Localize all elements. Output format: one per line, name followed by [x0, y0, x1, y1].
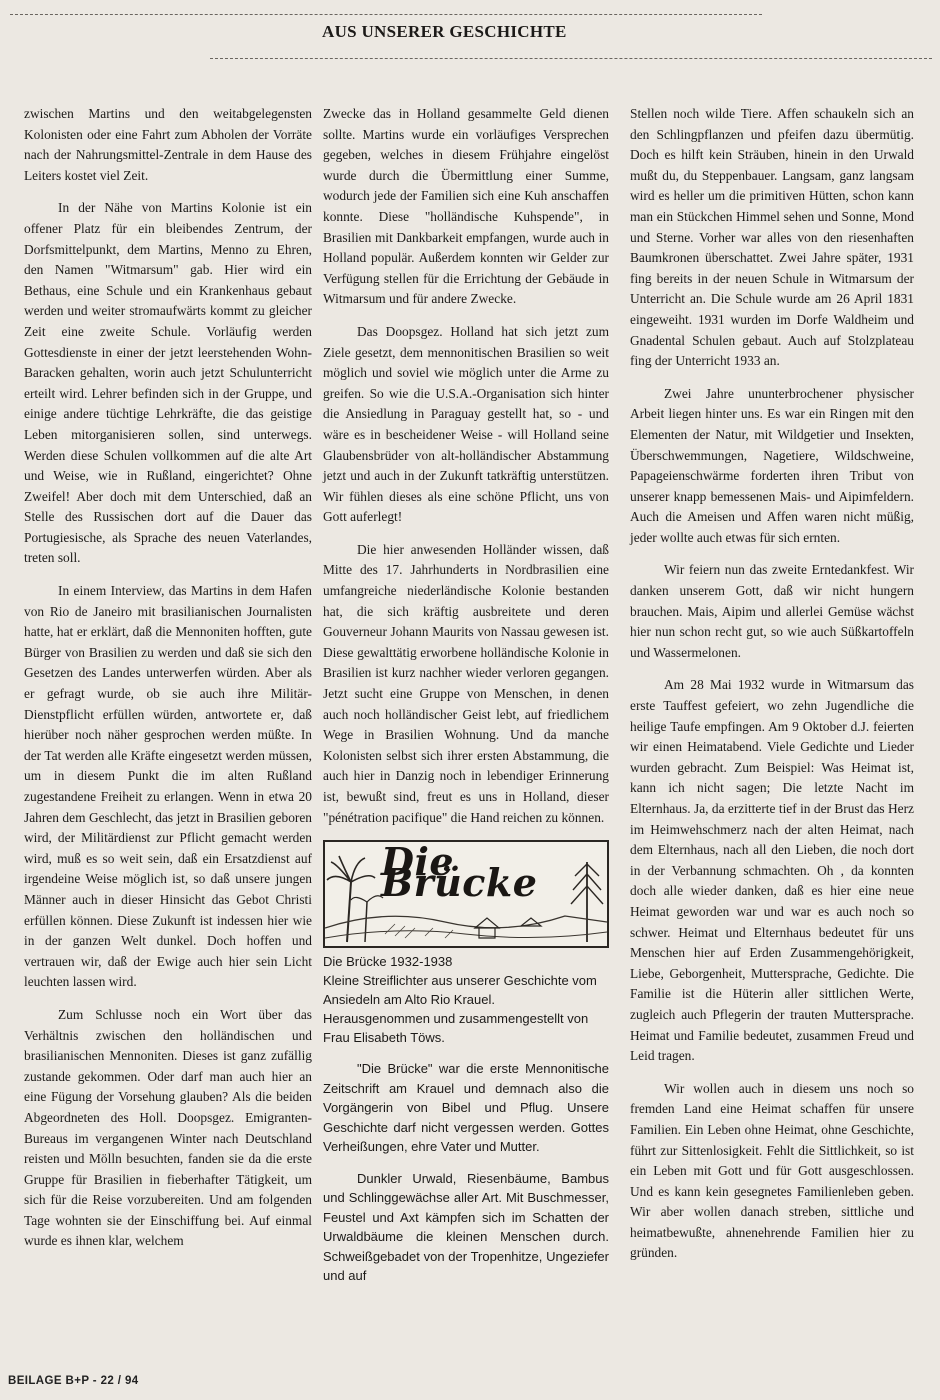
masthead-caption	[323, 952, 609, 1047]
paragraph: Zwei Jahre ununterbrochener physischer Arbeit liegen hinter uns. Es war ein Ringen mit den Elementen der Natur, mit Wildgetier und Insekten, Überschwemmungen, Nagetiere, Wildschweine, Papageienschwärme forderten ihren Tribut von unserer knapp bemessenen Mais- und Aipimfeldern. Auch die Ameisen und Affen waren nicht müßig, jeder wollte auch etwas für sich ernten.	[630, 385, 914, 545]
caption-line: Die Brücke 1932-1938	[323, 954, 453, 970]
paragraph: Am 28 Mai 1932 wurde in Witmarsum das erste Tauffest gefeiert, wo zehn Jugendliche die heilige Taufe empfingen. Am 9 Oktober d.J. feierten wir einen Heimatabend. Viele Gedichte und Lieder wurden gebracht. Zum Beispiel: Was Heimat ist, kann ich nicht sagen; Die letzte Nacht im Elternhaus. Ja, da erzitterte tief in der Brust das Herz im Heimwehschmerz nach der alten Heimat, nach dem Elternhaus, nach all den Lieben, die noch dort in der Verbannung schmachten. Oh , da konnten doch alle wieder danken, daß es hier eine neue Heimat geworden war und war es auch noch so schwer. Heimat und Elternhaus bedeutet für uns Menschen hier auf Erden Zusammengehörigkeit, Liebe, Geborgenheit, Muttersprache, Gedichte. Die Familie ist die Hüterin aller sittlichen Werte, zugleich auch Pflegerin der trauten Muttersprache. Heimat und Familie bedeutet, zusammen Freud und Leid tragen.	[630, 677, 914, 1064]
caption-line: Kleine Streiflichter aus unserer Geschichte vom Ansiedeln am Alto Rio Krauel.	[323, 973, 597, 1008]
top-dashed-rule	[10, 14, 762, 15]
paragraph: Wir feiern nun das zweite Erntedankfest. Wir danken unserem Gott, daß wir nicht hungern brauchen. Mais, Aipim und allerlei Gemüse wächst hier nun schon recht gut, so wie auch Süßkartoffeln und Wassermelonen.	[630, 562, 914, 660]
column-1	[24, 104, 312, 1264]
paragraph: Dunkler Urwald, Riesenbäume, Bambus und Schlinggewächse aller Art. Mit Buschmesser, Feustel und Axt kämpfen sich im Schatten der Urwaldbäume die kleinen Menschen durch. Schweißgebadet von der Tropenhitze, Ungeziefer und auf	[323, 1170, 609, 1284]
column-2	[323, 104, 609, 1298]
paragraph: In der Nähe von Martins Kolonie ist ein offener Platz für ein bleibendes Zentrum, der Dorfsmittelpunkt, dem Martins, Menno zu Ehren, den Namen "Witmarsum" gab. Hier wird ein Bethaus, eine Schule und ein Krankenhaus gebaut werden und weiter stromaufwärts kommt zu gleicher Zeit eine zweite Schule. Vorläufig werden Gottesdienste in einer der jetzt leerstehenden Wohn-Baracken gehalten, worin auch jetzt Schulunterricht erteilt wird. Lehrer befinden sich in der Gruppe, und einige andere tüchtige Lehrkräfte, die das geistige Leben mitorganisieren sollen, sind unterwegs. Werden diese Schulen vollkommen auf die alte Art und Weise, wie in Rußland, eingerichtet? Ohne Zweifel! Aber doch mit dem Unterschied, daß an Stelle des Russischen dort auf die Dauer das Portugiesische, als Sprache des neuen Vaterlandes, treten soll.	[24, 200, 312, 566]
paragraph: Stellen noch wilde Tiere. Affen schaukeln sich an den Schlingpflanzen und pfeifen dazu übermütig. Doch es hilft kein Sträuben, hinein in den Urwald mußt du, du Steppenbauer. Langsam, ganz langsam wird es heller um die primitiven Hütten, schon kann man ein Stückchen Himmel sehen und Sonne, Mond und Sterne. Vorher war alles von den riesenhaften Baumkronen überschattet. Zwei Jahre später, 1931 fing bereits in der neuen Schule in Witmarsum der Unterricht an. Die Schule wurde am 26 April 1831 eingeweiht. 1931 wurden im Dorfe Waldheim und Gnadental Schulen gebaut. Auch auf Stolzplateau fing der Unterricht 1933 an.	[630, 106, 914, 369]
die-bruecke-masthead	[323, 840, 609, 948]
paragraph: Wir wollen auch in diesem uns noch so fremden Land eine Heimat schaffen für unsere Familien. Ein Leben ohne Heimat, ohne Geschichte, führt zur Sittenlosigkeit. Fehlt die Sittlichkeit, so ist ein Leben mit Gott und für Gott ausgeschlossen. Und es kann kein gesegnetes Familienleben geben. Wir aber wollen danach streben, sittliche und heimatbewußte, ahnenehrende Familien hier zu gründen.	[630, 1080, 914, 1261]
masthead-title: Die Brücke	[381, 840, 538, 905]
caption-line: Herausgenommen und zusammengestellt von Frau Elisabeth Töws.	[323, 1011, 589, 1046]
page-footer: BEILAGE B+P - 22 / 94	[8, 1375, 139, 1387]
paragraph: Zum Schlusse noch ein Wort über das Verhältnis zwischen den holländischen und brasilianischen Mennoniten. Dieses ist ganz zufällig zustande gekommen. Oder darf man auch hier an eine Fügung der Vorsehung glauben? Als die beiden Abgeordneten des Holl. Doopsgez. Emigranten-Bureaus im vergangenen Winter nach Deutschland reisten und Mölln besuchten, fanden sie da die erste Gruppe für Brasilien in fieberhafter Tätigkeit, um sich für die Reise vorzubereiten. Und am folgenden Tage wohnten sie der Einschiffung bei. Auf einmal wurde es ihnen klar, welchem	[24, 1006, 312, 1249]
column-3	[630, 104, 914, 1276]
paragraph: zwischen Martins und den weitabgelegensten Kolonisten oder eine Fahrt zum Abholen der Vorräte nach der Nahrungsmittel-Zentrale in dem Hause des Leiters kostet viel Zeit.	[24, 106, 312, 183]
paragraph: Das Doopsgez. Holland hat sich jetzt zum Ziele gesetzt, dem mennonitischen Brasilien so weit möglich und soviel wie möglich unter die Arme zu greifen. So wie die U.S.A.-Organisation sich hinter die Ansiedlung in Paraguay gestellt hat, so - und wäre es in bescheidener Weise - will Holland seine Glaubensbrüder von alt-holländischer Abstammung jetzt und auch in der Zukunft tatkräftig unterstützen. Wir fühlen dieses als eine schöne Pflicht, uns von Gott auferlegt!	[323, 323, 609, 525]
section-title: AUS UNSERER GESCHICHTE	[322, 22, 567, 41]
paragraph: "Die Brücke" war die erste Mennonitische Zeitschrift am Krauel und demnach also die Vorgängerin von Bibel und Pflug. Unsere Geschichte darf nicht vergessen werden. Gottes Verheißungen, ehre Vater und Mutter.	[323, 1061, 609, 1155]
paragraph: In einem Interview, das Martins in dem Hafen von Rio de Janeiro mit brasilianischen Journalisten hatte, hat er erklärt, daß die Mennoniten hofften, gute Bürger von Brasilien zu werden und daß sie sich den Gesetzen des Landes unterwerfen würden. Aber als er gefragt wurde, ob sie auch ihre Militär-Dienstpflicht erfüllen würden, antwortete er, daß hierüber noch näher gesprochen werden müßte. In der Tat werden alle Kräfte eingesetzt werden müssen, um in diesem Punkt die im alten Rußland zugestandene Freiheit zu erlangen. Wenn in etwa 20 Jahren dem Geschlecht, das jetzt in Brasilien geboren wird, der Militärdienst zur Pflicht gemacht werden wird, muß es so weit sein, daß ein Ersatzdienst auf irgendeine Weise möglich ist, so daß unsere jungen Männer auch in dieser Hinsicht das Gebot Christi erfüllen können. Diese Zukunft ist indessen hier wie in der ganzen Welt dunkel. Doch hoffen und vertrauen wir, daß der Ewige auch hier sein Licht leuchten lassen wird.	[24, 583, 312, 990]
title-dashed-rule	[210, 58, 932, 59]
paragraph: Zwecke das in Holland gesammelte Geld dienen sollte. Martins wurde ein vorläufiges Versprechen gegeben, welches in diesem Frühjahre eingelöst wurde durch die Übermittlung einer Summe, wodurch jede der Familien sich eine Kuh anschaffen konnte. Diese "holländische Kuhspende", in Brasilien mit Dankbarkeit empfangen, wurde auch in Holland populär. Außerdem konnten wir Gelder zur Verfügung stellen für die Errichtung der Gebäude in Witmarsum und für andere Zwecke.	[323, 106, 609, 307]
paragraph: Die hier anwesenden Holländer wissen, daß Mitte des 17. Jahrhunderts in Nordbrasilien eine umfangreiche niederländische Kolonie bestanden hat, die sich kräftig ausbreitete und deren Gouverneur Johann Maurits von Nassau gewesen ist. Diese gewalttätig erworbene holländische Kolonie in Brasilien ist kurz nachher wieder verloren gegangen. Jetzt sucht eine Gruppe von Menschen, in denen auch noch holländischer Geist lebt, auf friedlichem Wege in Brasilien Wohnung. Und da manche Kolonisten selbst sich ihrer ersten Abstammung, die auch hier in Danzig noch in lebendiger Erinnerung ist, bewußt sind, freut es uns in Holland, dieser "pénétration pacifique" die Hand reichen zu können.	[323, 541, 609, 825]
